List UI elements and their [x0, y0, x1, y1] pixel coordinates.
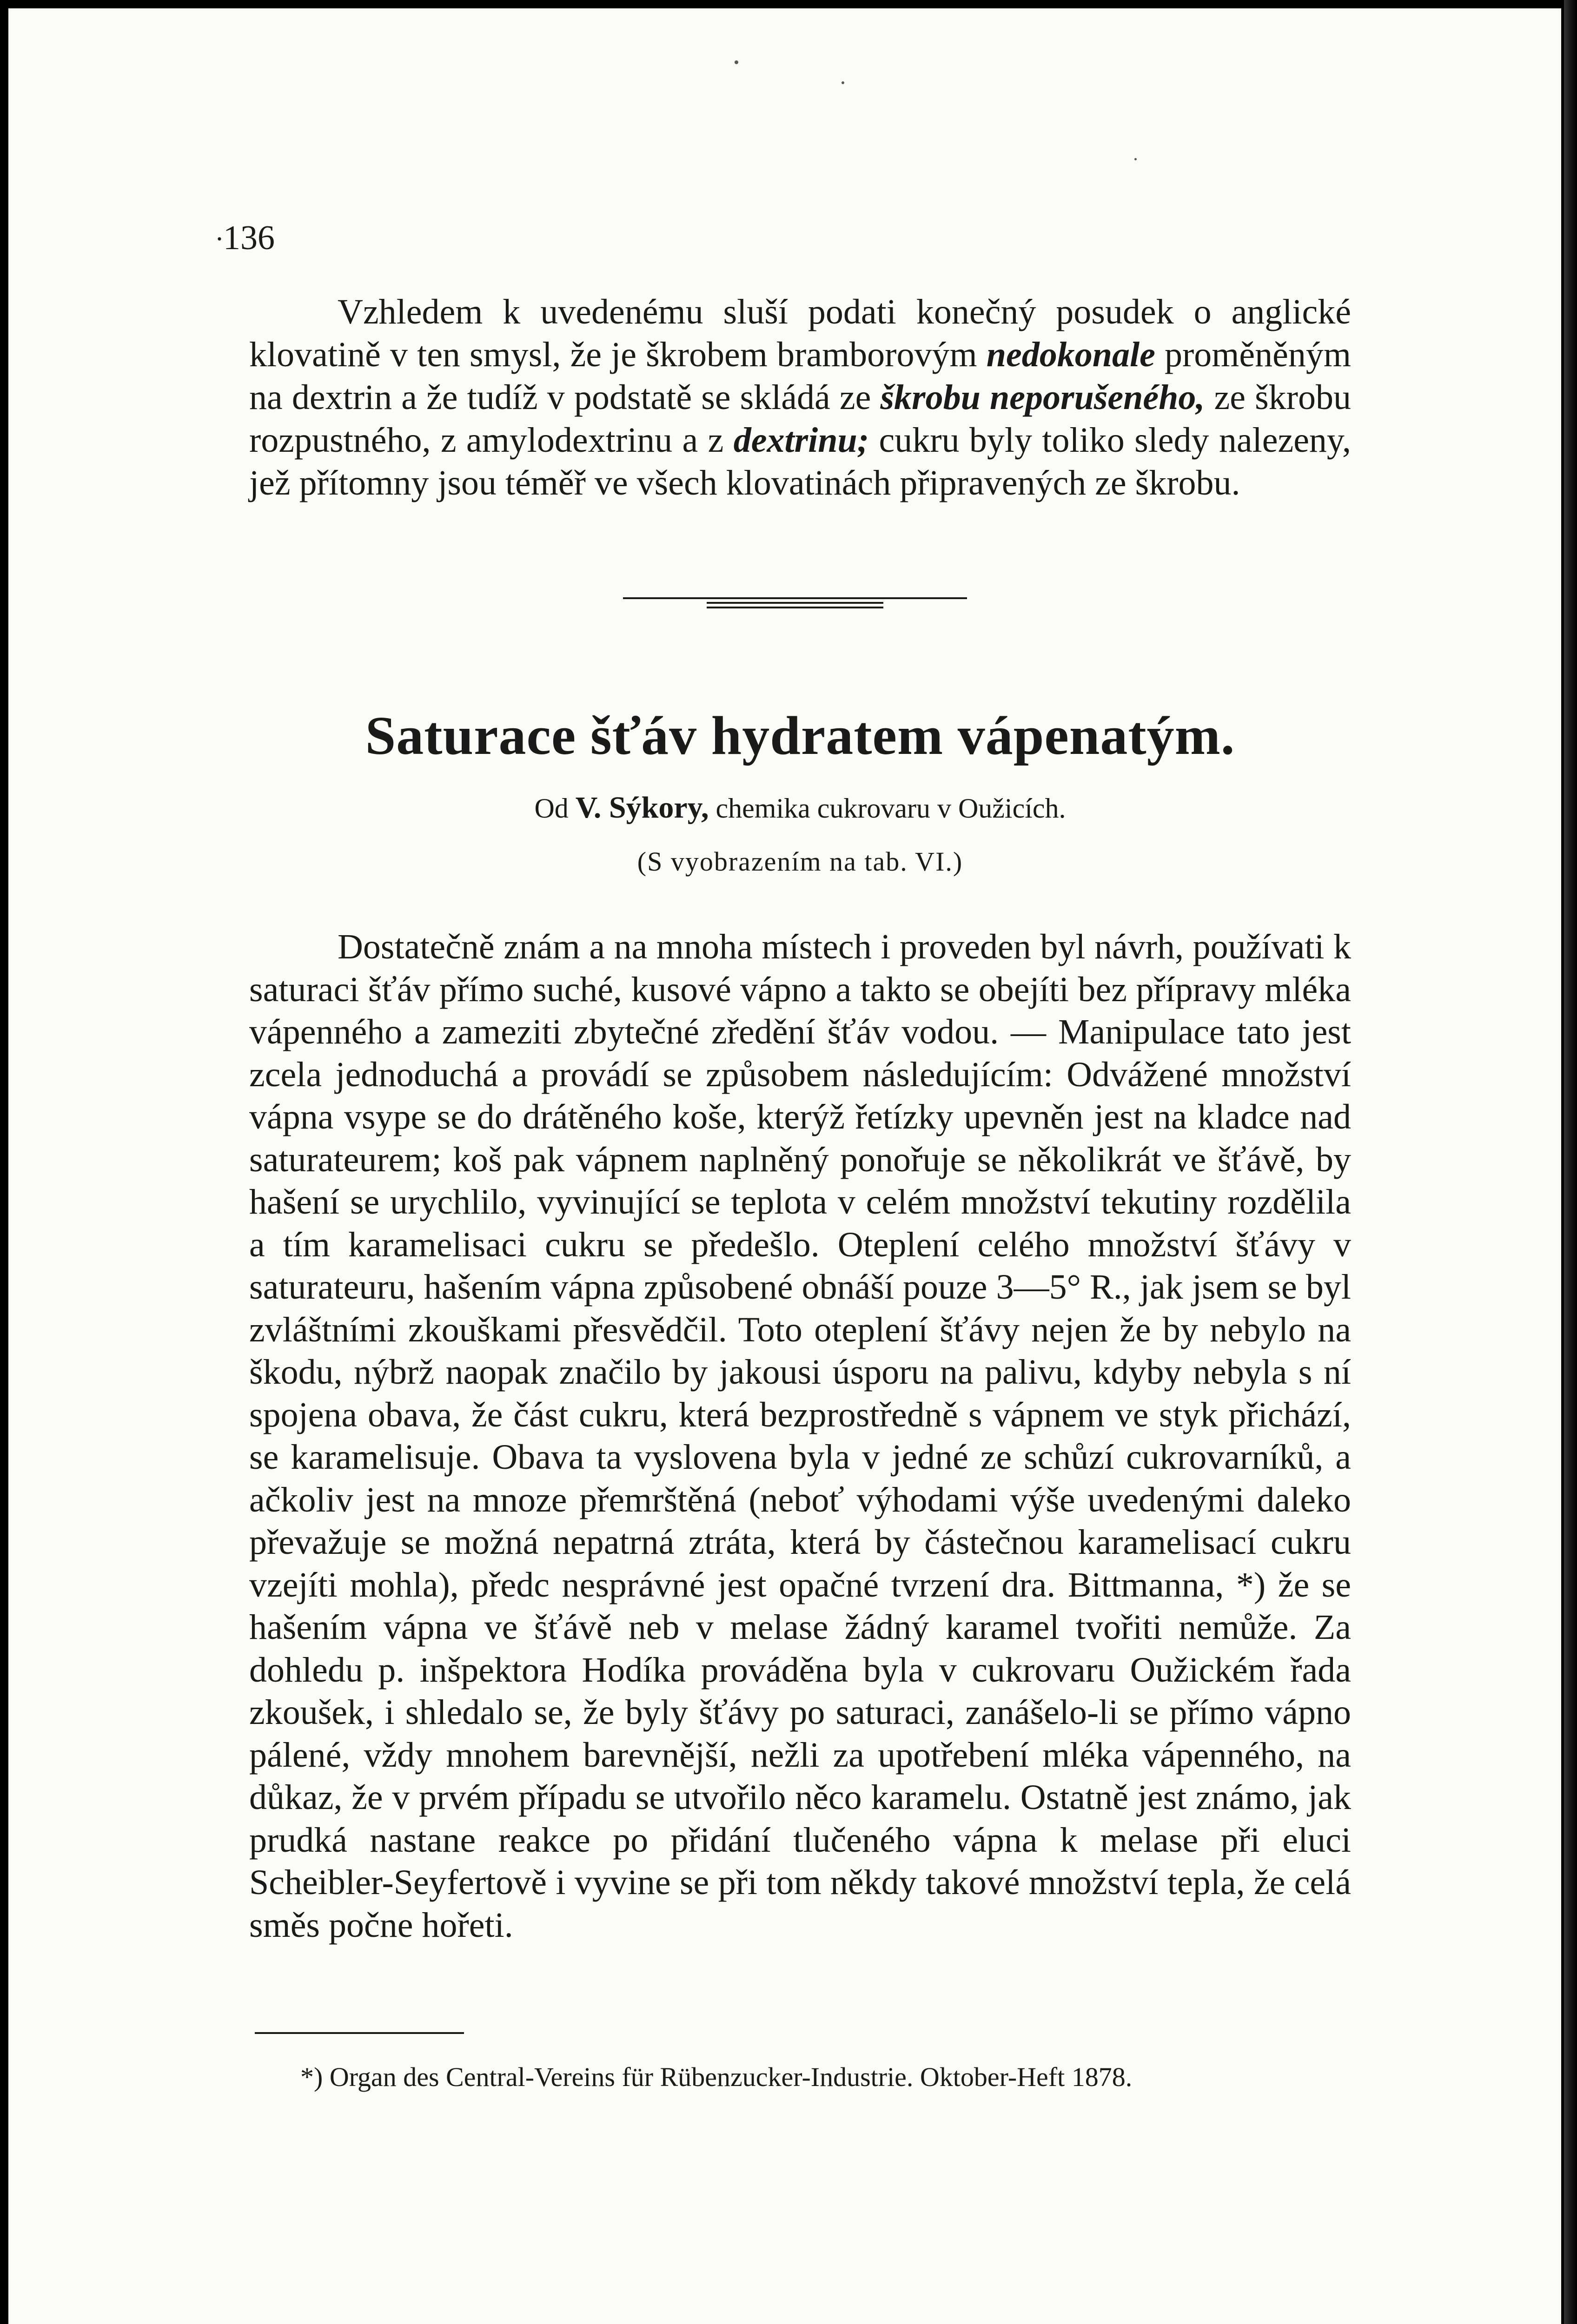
intro-italic-2: škrobu neporušeného,	[880, 378, 1205, 417]
divider-line	[623, 597, 967, 599]
scan-binding-edge	[1564, 0, 1577, 2324]
section-divider	[623, 597, 967, 610]
author-name: V. Sýkory,	[575, 791, 709, 825]
byline-prefix: Od	[534, 793, 569, 824]
page-number	[215, 218, 275, 258]
scan-dot: ·	[215, 224, 224, 254]
intro-text-1: Vzhledem k uvedenému sluší podati konečný posudek o anglické klovatině v ten smysl, že je škrobem bramborovým	[249, 292, 1351, 374]
intro-text-2: proměněným na dextrin a že tudíž v podstatě se skládá ze	[249, 335, 1351, 417]
byline-suffix: chemika cukrovaru v Oužicích.	[716, 793, 1066, 824]
intro-text-4: cukru byly toliko sledy nalezeny, jež přítomny jsou téměř ve všech klovatinách připravených ze škrobu.	[249, 421, 1351, 502]
scan-speck	[842, 81, 844, 84]
scan-speck	[1134, 158, 1137, 160]
divider-line	[707, 602, 883, 604]
footnote: *) Organ des Central-Vereins für Rübenzucker-Industrie. Oktober-Heft 1878.	[300, 2062, 1133, 2092]
divider-line	[707, 607, 883, 608]
intro-italic-1: nedokonale	[986, 335, 1155, 374]
byline	[249, 790, 1351, 825]
intro-text-3: ze škrobu rozpustného, z amylodextrinu a z	[249, 378, 1351, 460]
intro-italic-3: dextrinu;	[733, 421, 869, 460]
article-title: Saturace šťáv hydratem vápenatým.	[365, 705, 1235, 766]
body-paragraph: Dostatečně znám a na mnoha místech i proveden byl návrh, používati k saturaci šťáv přímo suché, kusové vápno a takto se obejíti bez přípravy mléka vápenného a zameziti zbytečné zředění šťáv vodou. — Manipulace tato jest zcela jednoduchá a provádí se způsobem následujícím: Odvážené množství vápna vsype se do drátěného koše, kterýž řetízky upevněn jest na kladce nad saturateurem; koš pak vápnem naplněný ponořuje se několikrát ve šťávě, by hašení se urychlilo, vyvinující se teplota v celém množství tekutiny rozdělila a tím karamelisaci cukru se předešlo. Oteplení celého množství šťávy v saturateuru, hašením vápna způsobené obnáší pouze 3—5° R., jak jsem se byl zvláštními zkouškami přesvědčil. Toto oteplení šťávy nejen že by nebylo na škodu, nýbrž naopak značilo by jakousi úsporu na palivu, kdyby nebyla s ní spojena obava, že část cukru, která bezprostředně s vápnem ve styk přichází, se karamelisuje. Obava ta vyslovena byla v jedné ze schůzí cukrovarníků, a ačkoliv jest na mnoze přemrštěná (neboť výhodami výše uvedenými daleko převažuje se možná nepatrná ztráta, která by částečnou karamelisací cukru vzejíti mohla), předc nesprávné jest opačné tvrzení dra. Bittmanna, *) že se hašením vápna ve šťávě neb v melase žádný karamel tvořiti nemůže. Za dohledu p. inšpektora Hodíka prováděna byla v cukrovaru Oužickém řada zkoušek, i shledalo se, že byly šťávy po saturaci, zanášelo-li se přímo vápno pálené, vždy mnohem barevnější, nežli za upotřebení mléka vápenného, na důkaz, že v prvém případu se utvořilo něco karamelu. Ostatně jest známo, jak prudká nastane reakce po přidání tlučeného vápna k melase při eluci Scheibler-Seyfertově i vyvine se při tom někdy takové množství tepla, že celá směs počne hořeti.	[249, 927, 1351, 1945]
figure-note: (S vyobrazením na tab. VI.)	[637, 846, 963, 877]
scan-speck	[735, 60, 738, 64]
footnote-rule	[255, 2032, 464, 2034]
intro-paragraph	[249, 290, 1351, 504]
page-number-value: 136	[223, 219, 275, 257]
